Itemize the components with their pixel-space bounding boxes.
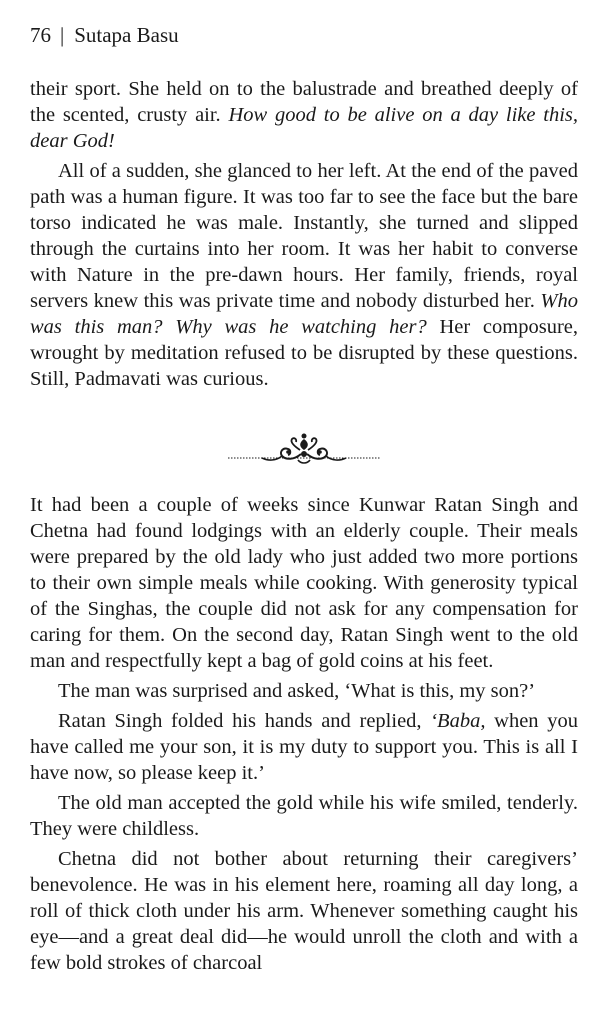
paragraph: The old man accepted the gold while his wife smiled, tenderly. They were childless. bbox=[30, 792, 578, 840]
floral-section-divider-icon bbox=[228, 430, 380, 472]
italic-thought: Who was this man? Why was he watching her? bbox=[30, 290, 578, 338]
paragraph bbox=[30, 76, 578, 154]
paragraph: It had been a couple of weeks since Kunwar Ratan Singh and Chetna had found lodgings with an elderly couple. Their meals were prepared by the old lady who just added two more portions to their own simple meals while cooking. With generosity typical of the Singhas, the couple did not ask for any compensation for caring for them. On the second day, Ratan Singh went to the old man and respectfully kept a bag of gold coins at his feet. bbox=[30, 494, 578, 672]
header-separator: | bbox=[60, 23, 65, 47]
text-section-1 bbox=[30, 76, 578, 396]
paragraph-text: All of a sudden, she glanced to her left. At the end of the paved path was a human figure. It was too far to see the face but the bare torso indicated he was male. Instantly, she turned and slipped through the curtains into her room. It was her habit to converse with Nature in the pre-dawn hours. Her family, friends, royal servers knew this was private time and nobody disturbed her. bbox=[30, 160, 578, 312]
paragraph: Chetna did not bother about returning their caregivers’ benevolence. He was in his element here, roaming all day long, a roll of thick cloth under his arm. Whenever something caught his eye—and a great deal did—he would unroll the cloth and with a few bold strokes of charcoal bbox=[30, 848, 578, 974]
running-header bbox=[30, 22, 179, 48]
page-number: 76 bbox=[30, 23, 51, 47]
paragraph-text: their sport. She held on to the balustrade and breathed deeply of the scented, crusty air. bbox=[30, 78, 578, 126]
paragraph bbox=[30, 158, 578, 392]
author-name: Sutapa Basu bbox=[74, 23, 179, 47]
paragraph-text: when you have called me your son, it is my duty to support you. This is all I have now, so please keep it.’ bbox=[30, 710, 578, 784]
paragraph-text: Her composure, wrought by meditation refused to be disrupted by these questions. Still, Padmavati was curious. bbox=[30, 316, 578, 390]
paragraph bbox=[30, 708, 578, 786]
text-section-2 bbox=[30, 492, 578, 980]
paragraph-text: Ratan Singh folded his hands and replied, bbox=[58, 710, 431, 732]
italic-thought: How good to be alive on a day like this, dear God! bbox=[30, 104, 578, 152]
italic-word: ‘Baba, bbox=[430, 710, 486, 732]
paragraph: The man was surprised and asked, ‘What is this, my son?’ bbox=[58, 680, 536, 702]
